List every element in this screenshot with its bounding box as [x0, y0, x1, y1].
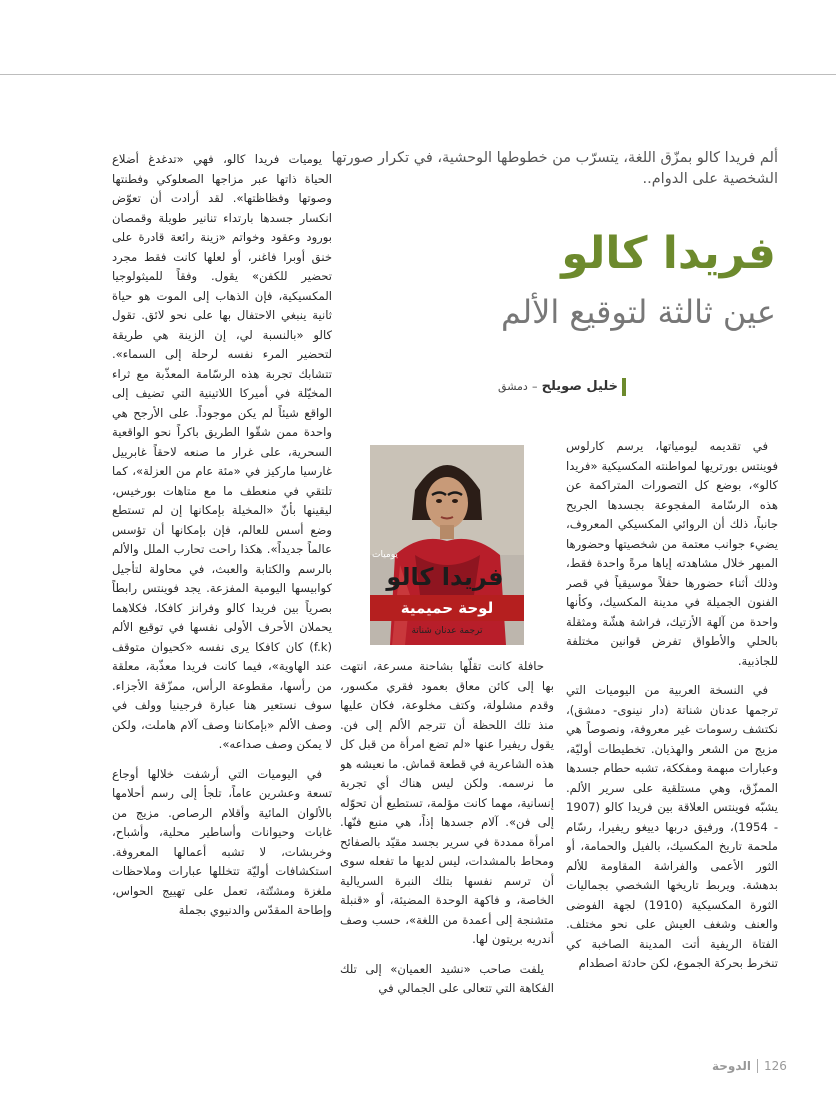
cover-subtitle: لوحة حميمية [370, 595, 524, 621]
paragraph: في النسخة العربية من اليوميات التي ترجمها عدنان شناتة (دار نينوى- دمشق)، نكتشف رسومات غير معروفة، ونصوصاً هي مزيج من الشعر والهذيان. تخطيطات أوليّة، وعبارات مبهمة ومفككة، تشبه حطام جسدها الممزّق، وهي مستلقية على سرير الألم. يشبّه فوينتس العلاقة بين فريدا كالو (1907 - 1954)، ورفيق دربها دييغو ريفيرا، رسّام ملحمة تاريخ المكسيك، بالفيل والحمامة، أو الثور الأعمى والفراشة المقاومة للألم بدهشة. ويربط تاريخها الشخصي بجماليات الثورة المكسيكية (1910) لجهة الفوضى والعنف وشغف العيش على نحو مختلف. الفتاة الريفية أتت المدينة الصاخبة كي تنخرط بحركة الجموع، لكن حادثة اصطدام [566, 683, 778, 970]
byline-city: دمشق [498, 380, 528, 393]
cover-series-label: يوميات [372, 550, 398, 560]
text-column-right [566, 437, 778, 1037]
article-title: فريدا كالو [561, 228, 776, 279]
cover-title: فريدا كالو [386, 563, 504, 591]
author-name: خليل صويلح [541, 379, 618, 394]
article-intro: ألم فريدا كالو بمزّق اللغة، يتسرّب من خطوطها الوحشية، في تكرار صورتها الشخصية على الدوام.. [331, 150, 778, 187]
footer-divider [757, 1059, 758, 1073]
article-subtitle: عين ثالثة لتوقيع الألم [501, 293, 776, 331]
page-number: 126 [763, 1059, 787, 1073]
text-column-left [112, 150, 332, 1045]
paragraph: يلفت صاحب «نشيد العميان» إلى تلك الفكاهة التي تتعالى على الجمالي في [340, 961, 554, 995]
book-cover-image [370, 445, 524, 645]
magazine-name: الدوحة [712, 1059, 751, 1073]
byline-separator: – [531, 380, 538, 393]
paragraph: في تقديمه ليومياتها، يرسم كارلوس فوينتس بورتريها لمواطنته المكسيكية «فريدا كالو»، بوضع كل التصورات المتراكمة عن هذه الرسّامة المفجوعة بجسدها الجريح جانباً، ذلك أن الروائي المكسيكي المعروف، يضيء جوانب معتمة من شخصيتها وحضورها المبهر خلال مشاهدته إياها مرةً واحدة فقط، وذلك أثناء حضورها حفلاً موسيقياً في قصر الفنون الجميلة في مدينة المكسيك، وكأنها واحدة من آلهة الأزتيك، فراشة هشّة ومثقلة بالحلي والأطواق تفرض قوانين مختلفة للجاذبية. [566, 439, 778, 668]
paragraph: حافلة كانت تقلّها بشاحنة مسرعة، انتهت بها إلى كائن معاق بعمود فقري مكسور، وقدم مشلولة، وكتف مخلوعة، فكان عليها منذ تلك اللحظة أن تترجم الألم إلى فن. يقول ريفيرا عنها «لم تضع امرأة من قبل كل هذه الشاعرية في قطعة قماش. ما نعيشه هو ما نرسمه. ولكن ليس هناك أي تجربة إنسانية، مهما كانت مؤلمة، تستطيع أن تحوّله إلى فن». آلام جسدها إذاً، هي منبع فنّها. امرأة ممددة في سرير بجسد مقيّد بالصفائح ومحاط بالمشدات، ليس لديها ما تفعله سوى أن ترسم نفسها بتلك النبرة السريالية الخاصة، و فاكهة الوحدة المضيئة، أو «قنبلة متشنجة إلى أعمدة من اللغة»، حسب وصف أندريه بريتون لها. [340, 659, 554, 946]
top-rule [0, 74, 836, 75]
paragraph: في اليوميات التي أرشفت خلالها أوجاع تسعة وعشرين عاماً، تلجأ إلى رسم أحلامها بالألوان المائية وأقلام الرصاص. مزيج من غابات وحيوانات وأساطير محلية، وأشباح، وخربشات، لا تشبه أعمالها المعروفة. استكشافات أوليّة تتخللها عبارات وملاحظات ملغزة ومشتّتة، تعمل على تهييج الحواس، وإطاحة المقدّس والدنيوي بجملة [112, 766, 332, 917]
text-column-middle [340, 657, 554, 1042]
paragraph: يوميات فريدا كالو، فهي «تدغدغ أضلاع الحياة ذاتها عبر مزاجها الصعلوكي وفطنتها وصوتها وفظاظتها». لقد أرادت أن تعوّض انكسار جسدها بارتداء تنانير طويلة وقمصان بورود وعقود وخواتم «زينة رائعة قادرة على خنق أوبرا فاغنر، أو لعلها كانت فقط مجرد تحضير للكفن» يقول. وفقاً للميثولوجيا المكسيكية، فإن الذهاب إلى الموت هو حياة ثانية ينبغي الاحتفال بها على نحو لائق. تقول كالو «بالنسبة لي، إن الزينة هي طريقة لتحضير المرء نفسه لرحلة إلى السماء». تتشابك تجربة هذه الرسّامة المعذّبة مع ثراء المخيّلة في أميركا اللاتينية التي تضيف إلى الواقع شيئاً لم يكن موجوداً. على الأرجح هي واحدة ممن شقّوا الطريق باكراً نحو الواقعية السحرية، على غرار ما صنعه لاحقاً غابرييل غارسيا ماركيز في «مئة عام من العزلة»، كما تلتقي في منعطف ما مع متاهات بورخيس، ليقينها بأنّ «المخيلة بإمكانها إن لم تستطع وضع أسس للعالم، فإن بإمكانها أن تؤسس عالماً جديداً». هكذا راحت تحارب الملل والألم بالرسم والكتابة والعبث، في محاولة لتأجيل كوابيسها اليومية المفزعة. يجد فوينتس رابطاً بصرياً بين فريدا كالو وفرانز كافكا، فكلاهما يحملان الأحرف الأولى نفسها في توقيع الألم (f.k) كان كافكا يرى نفسه «كحيوان متوقف عند الهاوية»، فيما كانت فريدا معذّبة، معلقة من رأسها، مقطوعة الرأس، ممزّقة الأجزاء. سوف نستعير هنا عبارة فرجينيا وولف في وصف الألم «بإمكاننا وصف آلام هاملت، ولكن لا يمكن وصف صداعه». [112, 152, 332, 751]
cover-credit: ترجمة عدنان شناتة [411, 626, 483, 636]
byline [470, 378, 626, 396]
page-footer [712, 1057, 787, 1075]
